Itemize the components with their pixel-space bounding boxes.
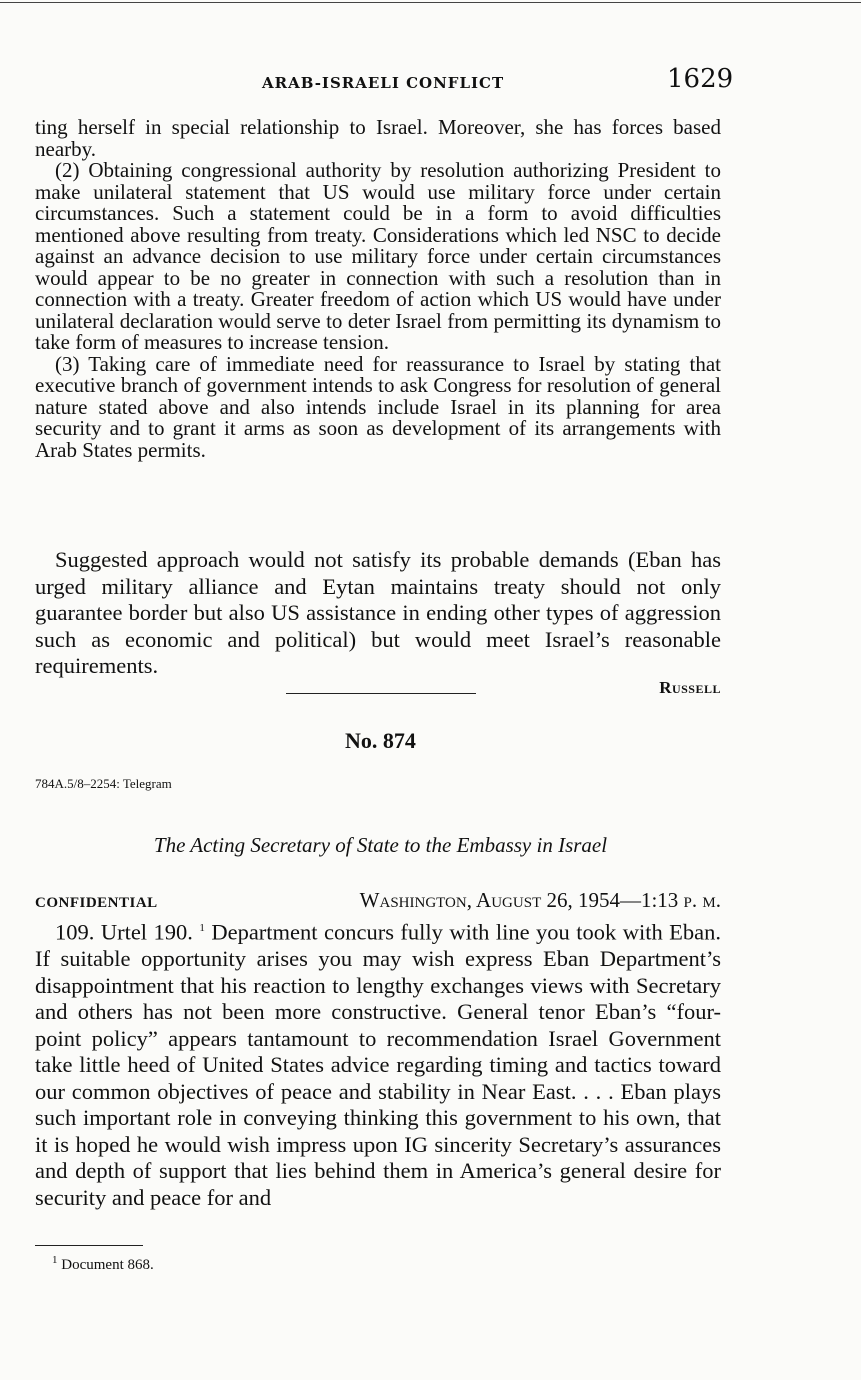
summary-paragraph-block (35, 547, 721, 680)
paragraph: ting herself in special relationship to Israel. Moreover, she has forces based nearby. (35, 115, 721, 161)
document-title: The Acting Secretary of State to the Embassy in Israel (153, 833, 608, 857)
section-divider (286, 693, 476, 694)
file-reference: 784A.5/8–2254: Telegram (35, 776, 172, 791)
continuation-text (35, 117, 721, 461)
classification: CONFIDENTIAL (35, 895, 158, 911)
paragraph: Suggested approach would not satisfy its probable demands (Eban has urged military alliance and Eytan maintains treaty should not only guarantee border but also US assistance in ending other types of aggression such as economic and political) but would meet Israel’s reasonable requirements. (35, 547, 721, 678)
body-lead: 109. Urtel 190. (55, 919, 193, 945)
document-number: No. 874 (345, 728, 416, 753)
top-border-line (0, 2, 861, 3)
footnote-text: Document 868. (61, 1257, 154, 1273)
telegram-body (35, 915, 721, 1211)
paragraph: (3) Taking care of immediate need for reassurance to Israel by stating that executive branch of government intends to ask Congress for resolution of general nature stated above and also intends include Israel in its planning for area security and to grant it arms as soon as development of its arrangements with Arab States permits. (35, 351, 721, 462)
paragraph: (2) Obtaining congressional authority by resolution authorizing President to make unilateral statement that US would use military force under certain circumstances. Such a statement could be in a form to avoid difficulties mentioned above resulting from treaty. Considerations which led NSC to decide against an advance decision to use military force under certain circumstances would appear to be no greater in connection with such a resolution than in connection with a treaty. Greater freedom of action which US would have under unilateral declaration would serve to deter Israel from permitting its dynamism to take form of measures to increase tension. (35, 158, 721, 354)
running-header: ARAB-ISRAELI CONFLICT (262, 74, 505, 92)
dateline: Washington, August 26, 1954—1:13 p. m. (359, 888, 721, 912)
footnote (52, 1254, 154, 1274)
body-text: Department concurs fully with line you took with Eban. If suitable opportunity arises you may wish express Eban Department’s disappointment that his reaction to lengthy exchanges views with Secretary and others has not been more constructive. General tenor Eban’s “four-point policy” appears tantamount to recommendation Israel Government take little heed of United States advice regarding timing and tactics toward our common objectives of peace and stability in Near East. . . . Eban plays such important role in conveying thinking this government to his own, that it is hoped he would wish impress upon IG sincerity Secretary’s assurances and depth of support that lies behind them in America’s general desire for security and peace for and (35, 919, 722, 1210)
dateline-row (35, 888, 721, 913)
footnote-rule (35, 1245, 143, 1246)
paragraph (35, 915, 721, 1211)
footnote-ref[interactable]: 1 (199, 922, 205, 934)
footnote-marker: 1 (52, 1254, 58, 1266)
signature-name: Russell (659, 678, 721, 697)
signature (600, 678, 721, 698)
page-number: 1629 (667, 64, 734, 94)
